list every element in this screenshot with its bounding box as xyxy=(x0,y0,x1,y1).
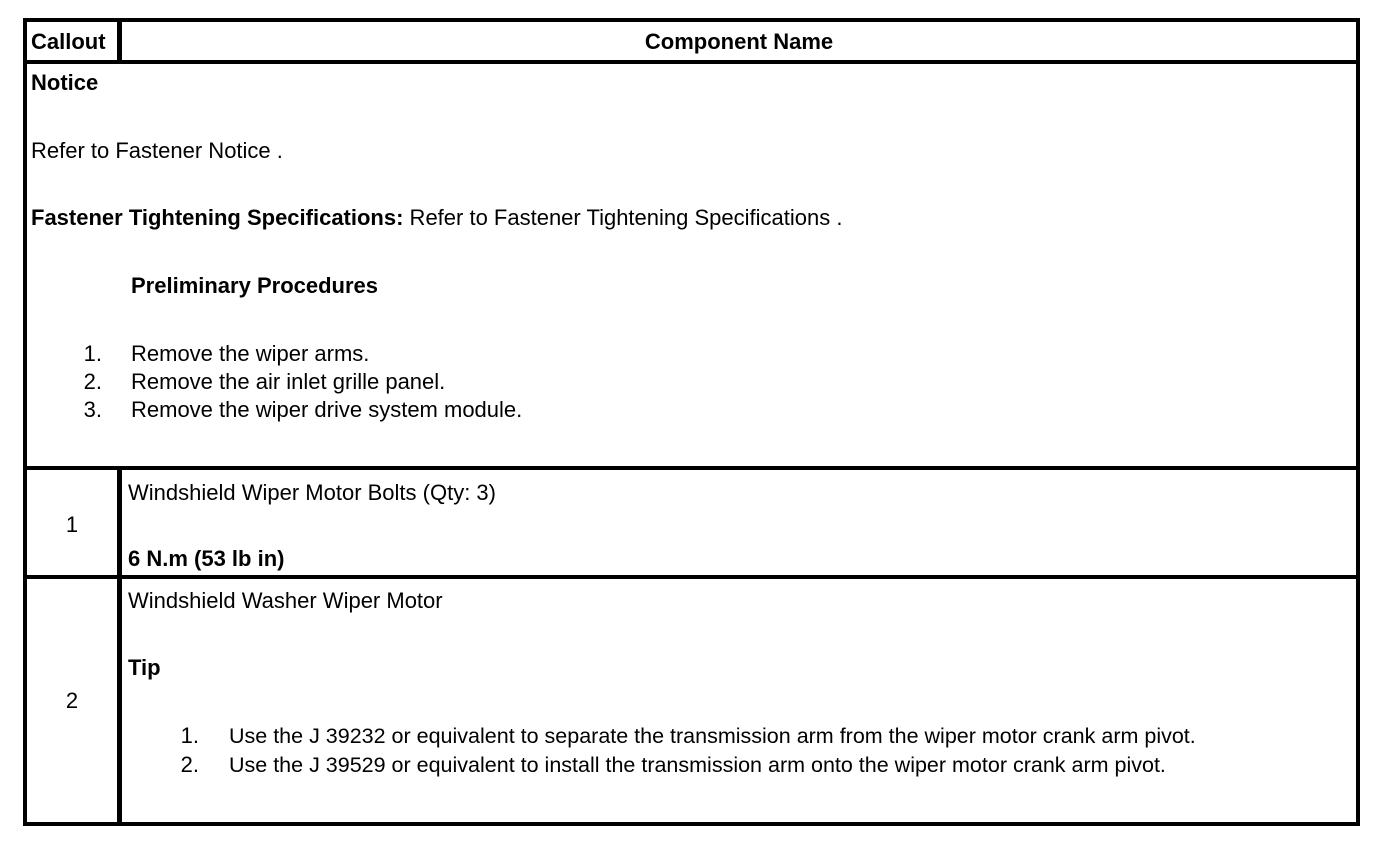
tip-step-text: Use the J 39232 or equivalent to separate the transmission arm from the wiper motor crank arm pivot. xyxy=(229,724,1196,748)
tip-step-text: Use the J 39529 or equivalent to install the transmission arm onto the wiper motor crank arm pivot. xyxy=(229,753,1166,777)
step-number: 2. xyxy=(83,369,102,394)
step-text: Remove the air inlet grille panel. xyxy=(131,369,446,394)
header-divider xyxy=(23,60,1360,64)
spec-line xyxy=(31,205,842,231)
tip-label: Tip xyxy=(128,655,161,680)
torque-spec: 6 N.m (53 lb in) xyxy=(128,546,285,571)
component-name: Windshield Wiper Motor Bolts (Qty: 3) xyxy=(128,480,496,505)
header-callout: Callout xyxy=(31,29,106,54)
step-number: 3. xyxy=(83,397,102,422)
callout-number: 2 xyxy=(65,688,79,713)
step-text: Remove the wiper drive system module. xyxy=(131,397,523,422)
preliminary-procedures-title: Preliminary Procedures xyxy=(131,273,379,298)
step-number: 1. xyxy=(83,341,102,366)
notice-title: Notice xyxy=(31,70,99,95)
tip-step-number: 1. xyxy=(180,723,199,748)
notice-divider xyxy=(23,466,1360,470)
step-text: Remove the wiper arms. xyxy=(131,341,370,366)
tip-step-number: 2. xyxy=(180,752,199,777)
notice-refer-text: Refer to Fastener Notice . xyxy=(31,138,283,163)
rows-column-divider xyxy=(117,466,122,824)
spec-label: Fastener Tightening Specifications: xyxy=(31,205,404,230)
callout-number: 1 xyxy=(65,512,79,537)
component-name: Windshield Washer Wiper Motor xyxy=(128,588,443,613)
row-divider xyxy=(23,575,1360,579)
spec-text: Refer to Fastener Tightening Specifications . xyxy=(403,205,843,230)
header-component-name: Component Name xyxy=(644,29,834,54)
